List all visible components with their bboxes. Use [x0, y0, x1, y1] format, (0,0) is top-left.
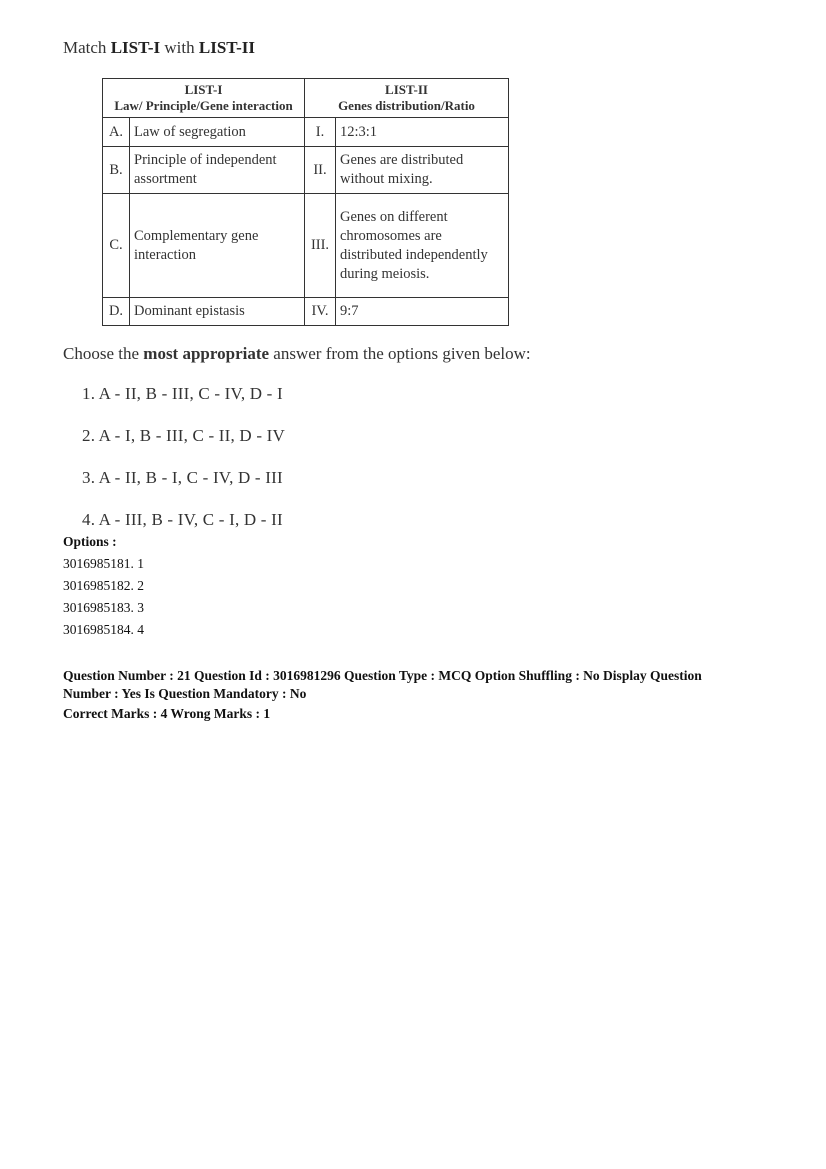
option-id-1: 3016985181. 1 [63, 556, 144, 571]
answer-choice-3: 3. A - II, B - I, C - IV, D - III [82, 468, 283, 487]
table-row [103, 118, 509, 147]
row-left-text: Complementary gene interaction [130, 194, 305, 298]
options-label: Options : [63, 534, 117, 549]
metadata-line: Number : Yes Is Question Mandatory : No [63, 686, 307, 701]
row-right-text: Genes on different chromosomes are distributed independently during meiosis. [336, 194, 509, 298]
question-metadata [63, 667, 773, 723]
answer-choice-2: 2. A - I, B - III, C - II, D - IV [82, 426, 286, 445]
row-roman: III. [305, 194, 336, 298]
row-roman: I. [305, 118, 336, 147]
option-id-4: 3016985184. 4 [63, 622, 144, 637]
row-right-text: Genes are distributed without mixing. [336, 147, 509, 194]
answer-choice-1: 1. A - II, B - III, C - IV, D - I [82, 384, 283, 403]
match-table [102, 78, 509, 326]
row-left-text: Law of segregation [130, 118, 305, 147]
answer-choice-4: 4. A - III, B - IV, C - I, D - II [82, 510, 283, 529]
row-right-text: 12:3:1 [336, 118, 509, 147]
list-1-header: LIST-I Law/ Principle/Gene interaction [103, 79, 305, 118]
row-roman: IV. [305, 298, 336, 326]
row-letter: C. [103, 194, 130, 298]
table-header-row [103, 79, 509, 118]
row-letter: D. [103, 298, 130, 326]
table-row [103, 147, 509, 194]
choose-instruction: Choose the most appropriate answer from the options given below: [63, 344, 531, 363]
list-2-header: LIST-II Genes distribution/Ratio [305, 79, 509, 118]
row-right-text: 9:7 [336, 298, 509, 326]
option-id-3: 3016985183. 3 [63, 600, 144, 615]
match-instruction: Match LIST-I with LIST-II [63, 38, 255, 57]
row-letter: A. [103, 118, 130, 147]
option-id-2: 3016985182. 2 [63, 578, 144, 593]
row-left-text: Principle of independent assortment [130, 147, 305, 194]
question-image [63, 38, 583, 58]
metadata-line: Question Number : 21 Question Id : 3016981296 Question Type : MCQ Option Shuffling : No Display Question [63, 668, 702, 683]
row-roman: II. [305, 147, 336, 194]
table-row [103, 298, 509, 326]
table-row [103, 194, 509, 298]
marks-line: Correct Marks : 4 Wrong Marks : 1 [63, 706, 271, 721]
row-left-text: Dominant epistasis [130, 298, 305, 326]
row-letter: B. [103, 147, 130, 194]
